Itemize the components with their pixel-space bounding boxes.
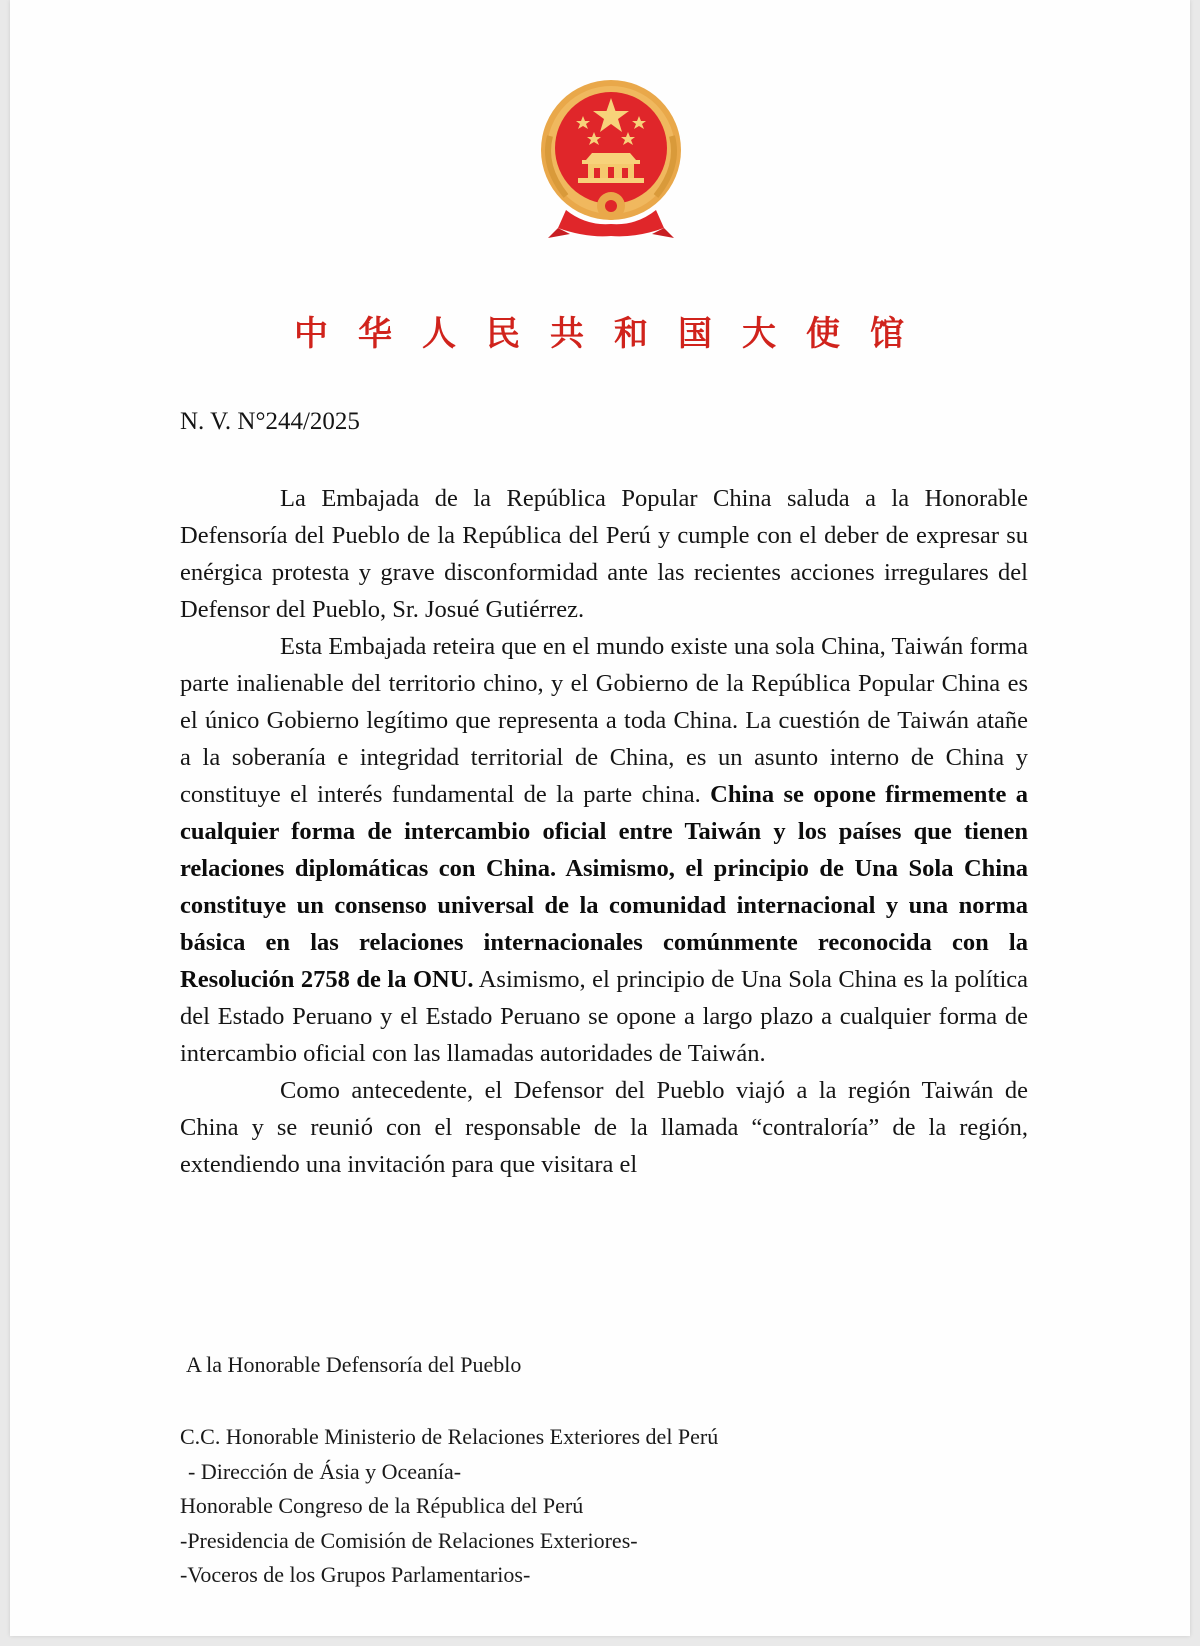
paragraph-segment: Como antecedente, el Defensor del Pueblo viajó a la región Taiwán de China y se reunió con el responsable de la llamada “contraloría” de la región, extendiendo una invitación para que visitara el — [180, 1077, 1028, 1178]
cc-line: Honorable Congreso de la Républica del Perú — [180, 1493, 584, 1518]
paragraph-greeting — [180, 480, 1028, 628]
paragraph-segment: Asimismo, el principio de Una Sola China es la política del Estado Peruano y el Estado Peruano se opone a largo plazo a cualquier forma de intercambio oficial con las llamadas autoridades de Taiwán. — [180, 966, 1029, 1067]
cc-list — [180, 1420, 718, 1593]
cc-line: C.C. Honorable Ministerio de Relaciones Exteriores del Perú — [180, 1424, 719, 1449]
cc-line: -Presidencia de Comisión de Relaciones Exteriores- — [180, 1527, 638, 1553]
embassy-name-heading: 中华人民共和国大使馆 — [294, 314, 934, 354]
paragraph-segment: Esta Embajada reteira que en el mundo existe una sola China, Taiwán forma parte inalienable del territorio chino, y el Gobierno de la República Popular China es el único Gobierno legítimo que representa a toda China. La cuestión de Taiwán atañe a la soberanía e integridad territorial de China, es un asunto interno de China y constituye el interés fundamental de la parte china. — [180, 633, 1028, 808]
paragraph-background — [180, 1072, 1028, 1183]
paragraph-one-china — [180, 628, 1028, 1072]
addressee: A la Honorable Defensoría del Pueblo — [186, 1352, 522, 1377]
cc-line: -Voceros de los Grupos Parlamentarios- — [180, 1562, 531, 1587]
cc-line: - Dirección de Ásia y Oceanía- — [188, 1458, 462, 1484]
note-number: N. V. N°244/2025 — [180, 408, 360, 435]
paragraph-segment: La Embajada de la República Popular China saluda a la Honorable Defensoría del Pueblo de la República del Perú y cumple con el deber de expresar su enérgica protesta y grave disconformidad ante las recientes acciones irregulares del Defensor del Pueblo, Sr. Josué Gutiérrez. — [180, 485, 1028, 623]
paragraph-segment-bold: China se opone firmemente a cualquier forma de intercambio oficial entre Taiwán y los países que tienen relaciones diplomáticas con China. Asimismo, el principio de Una Sola China constituye un consenso universal de la comunidad internacional y una norma básica en las relaciones internacionales comúnmente reconocida con la Resolución 2758 de la ONU. — [180, 781, 1028, 993]
national-emblem-icon — [536, 78, 686, 244]
letter-body — [180, 480, 1028, 1183]
